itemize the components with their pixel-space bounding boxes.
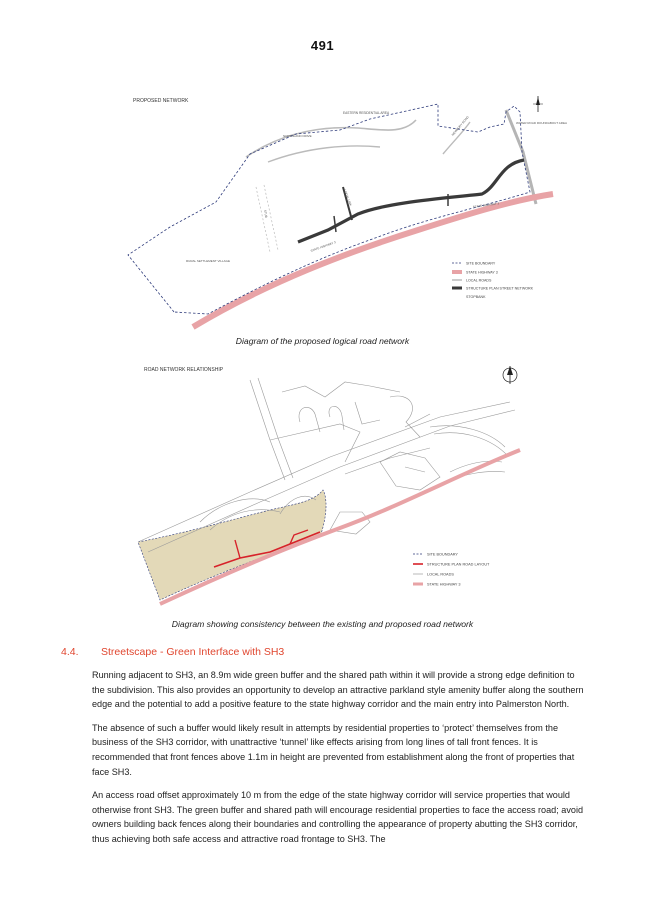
local-road xyxy=(268,146,380,162)
site-boundary xyxy=(128,104,530,314)
label-drive-right: NEWBURY ROAD xyxy=(450,115,470,137)
legend-structure-plan: STRUCTURE PLAN ROAD LAYOUT xyxy=(427,562,490,567)
legend-site-boundary: SITE BOUNDARY xyxy=(427,552,458,557)
label-stub: STUB xyxy=(263,209,269,219)
section-number: 4.4. xyxy=(61,646,79,658)
paragraph: Running adjacent to SH3, an 8.9m wide green buffer and the shared path within it will provide a strong edge definition to the subdivision. This also provides an opportunity to develop an attractive parkland style amenity buffer along the southern edge and the potential to add a positive feature to the state highway corridor and the main entry into Palmerston North. xyxy=(92,670,584,710)
label-north-east: WATER ROAD ROUNDABOUT AREA xyxy=(516,121,567,125)
proposed-network-map xyxy=(118,92,567,332)
section-title: Streetscape - Green Interface with SH3 xyxy=(101,646,285,658)
map-title: ROAD NETWORK RELATIONSHIP xyxy=(144,367,224,373)
label-local-link: LOCAL LINK xyxy=(343,188,353,207)
figure2-caption: Diagram showing consistency between the existing and proposed road network xyxy=(171,619,474,629)
section-heading xyxy=(61,646,284,658)
local-roads xyxy=(138,378,515,552)
body-text xyxy=(92,668,588,856)
legend-site-boundary: SITE BOUNDARY xyxy=(466,261,496,266)
local-road xyxy=(246,120,416,157)
label-eastern-residential: EASTERN RESIDENTIAL AREA xyxy=(343,111,390,115)
label-village: RURAL SETTLEMENT VILLAGE xyxy=(186,259,231,263)
label-sh3-a: STATE HIGHWAY 3 xyxy=(309,240,337,253)
structure-plan-road xyxy=(334,216,336,232)
legend-local-roads: LOCAL ROADS xyxy=(427,572,454,577)
legend-local-roads: LOCAL ROADS xyxy=(466,278,492,283)
legend-state-highway: STATE HIGHWAY 3 xyxy=(427,582,461,587)
north-arrow-icon xyxy=(503,366,517,384)
legend xyxy=(413,553,490,587)
north-arrow-icon xyxy=(533,96,543,112)
page-number: 491 xyxy=(310,38,335,53)
map-title: PROPOSED NETWORK xyxy=(133,98,189,104)
paragraph: An access road offset approximately 10 m from the edge of the state highway corridor will service properties that would otherwise front SH3. The green buffer and shared path will encourage residential properties to face the access road; avoid owners building back fences along their boundaries and controlling the appearance of property abutting the SH3 corridor, thus achieving both safe access and attractive road frontage to SH3. The xyxy=(92,790,584,844)
paragraph: The absence of such a buffer would likely result in attempts by residential properties to ‘protect’ themselves from the business of the SH3 corridor, with unattractive ‘tunnel’ like effects arising from long lines of tall front fences. It is recommended that front fences above 1.1m in height are prevented from establishment along the front of properties that face SH3. xyxy=(92,722,575,777)
legend-state-highway: STATE HIGHWAY 3 xyxy=(466,270,498,275)
figure1-caption: Diagram of the proposed logical road network xyxy=(235,336,410,346)
legend xyxy=(452,262,534,300)
road-network-relationship-map xyxy=(130,362,540,612)
state-highway-3 xyxy=(193,194,553,327)
label-drive-top: NORTHLAND DRIVE xyxy=(283,134,312,138)
legend-structure-plan: STRUCTURE PLAN STREET NETWORK xyxy=(466,286,534,291)
label-sh3-b: STATE HIGHWAY 3 xyxy=(472,201,500,209)
stopbank xyxy=(256,187,270,252)
legend-stopbank: STOPBANK xyxy=(466,295,486,299)
